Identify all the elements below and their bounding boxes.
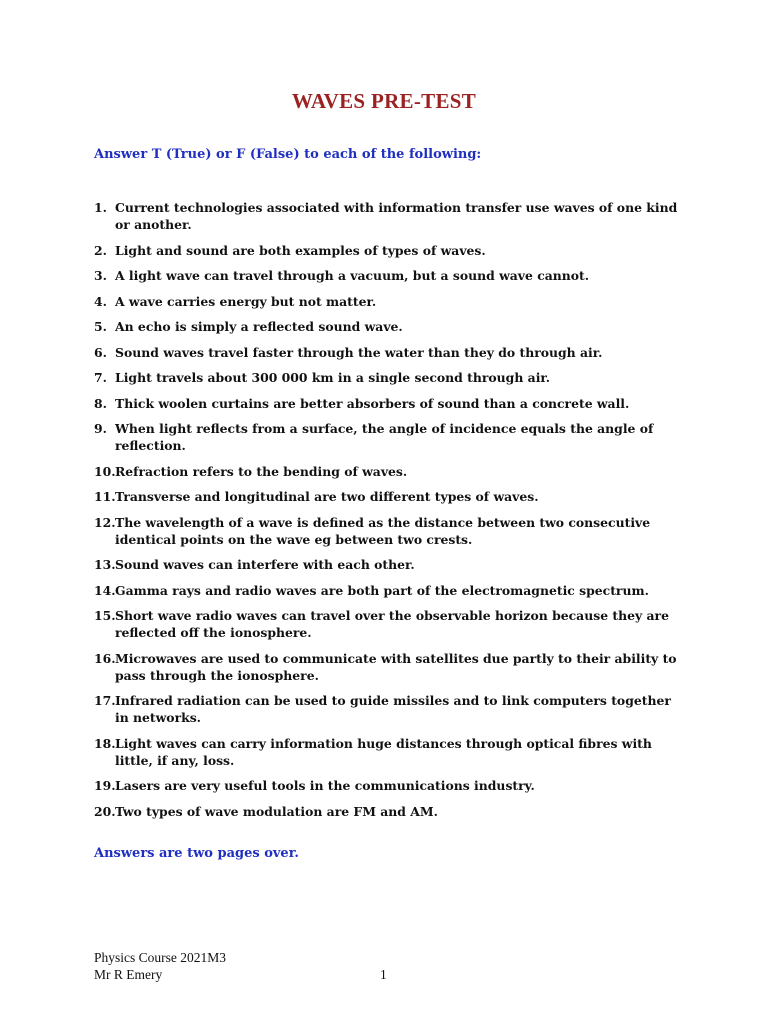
question-number: 13. <box>94 557 116 572</box>
question-text: The wavelength of a wave is defined as the distance between two consecutive identical points on the wave eg between two crests. <box>115 514 651 547</box>
footer <box>94 949 226 983</box>
question-item <box>94 199 684 233</box>
question-number: 5. <box>94 319 107 334</box>
question-item <box>94 318 684 335</box>
question-number: 11. <box>94 489 116 504</box>
question-item <box>94 369 684 386</box>
page-title: WAVES PRE-TEST <box>291 89 477 113</box>
page-number: 1 <box>380 967 387 982</box>
question-number: 1. <box>94 200 107 215</box>
question-text: Refraction refers to the bending of waves. <box>115 463 408 479</box>
question-item <box>94 607 684 641</box>
question-text: Sound waves travel faster through the water than they do through air. <box>115 344 603 360</box>
question-number: 20. <box>94 803 116 819</box>
question-number: 3. <box>94 268 107 283</box>
question-text: Microwaves are used to communicate with satellites due partly to their ability to pass through the ionosphere. <box>115 650 677 683</box>
question-text: Thick woolen curtains are better absorbers of sound than a concrete wall. <box>115 395 630 411</box>
question-text: Sound waves can interfere with each other. <box>115 557 415 572</box>
question-text: Light waves can carry information huge distances through optical fibres with little, if any, loss. <box>115 735 652 768</box>
question-item <box>94 242 684 259</box>
question-text: Two types of wave modulation are FM and AM. <box>115 803 438 819</box>
question-item <box>94 267 684 284</box>
question-item <box>94 692 684 726</box>
question-item <box>94 395 684 412</box>
question-text: When light reflects from a surface, the angle of incidence equals the angle of reflection. <box>115 421 654 453</box>
question-item <box>94 803 684 820</box>
question-number: 19. <box>94 778 116 793</box>
question-number: 8. <box>94 395 107 411</box>
instruction-text: Answer T (True) or F (False) to each of the following: <box>94 147 482 162</box>
question-item <box>94 514 684 548</box>
question-number: 7. <box>94 370 107 385</box>
question-item <box>94 556 684 573</box>
question-number: 9. <box>94 421 107 436</box>
question-item <box>94 463 684 480</box>
question-text: A light wave can travel through a vacuum, but a sound wave cannot. <box>115 268 590 283</box>
question-number: 10. <box>94 463 116 479</box>
question-item <box>94 293 684 310</box>
question-item <box>94 650 684 684</box>
question-number: 17. <box>94 693 116 708</box>
question-number: 4. <box>94 293 107 309</box>
question-text: Light and sound are both examples of types of waves. <box>115 242 486 258</box>
question-item <box>94 420 684 454</box>
question-number: 16. <box>94 650 116 666</box>
question-list <box>94 199 684 828</box>
question-item <box>94 344 684 361</box>
question-number: 15. <box>94 608 116 623</box>
question-item <box>94 735 684 769</box>
question-text: Transverse and longitudinal are two different types of waves. <box>115 489 539 504</box>
question-number: 12. <box>94 514 116 530</box>
question-number: 14. <box>94 582 116 598</box>
question-text: Light travels about 300 000 km in a single second through air. <box>115 370 551 385</box>
question-text: Current technologies associated with information transfer use waves of one kind or another. <box>115 200 678 232</box>
question-text: Infrared radiation can be used to guide missiles and to link computers together in networks. <box>115 693 671 725</box>
question-item <box>94 488 684 505</box>
footer-course: Physics Course 2021M3 <box>94 950 227 965</box>
question-text: A wave carries energy but not matter. <box>115 293 377 309</box>
question-text: Lasers are very useful tools in the communications industry. <box>115 778 535 793</box>
question-item <box>94 582 684 599</box>
question-number: 6. <box>94 344 107 360</box>
answers-note: Answers are two pages over. <box>94 846 299 861</box>
question-number: 2. <box>94 242 107 258</box>
question-text: Gamma rays and radio waves are both part of the electromagnetic spectrum. <box>115 582 649 598</box>
footer-author: Mr R Emery <box>94 967 163 982</box>
question-item <box>94 777 684 794</box>
question-text: Short wave radio waves can travel over the observable horizon because they are reflected off the ionosphere. <box>115 608 669 640</box>
question-text: An echo is simply a reflected sound wave. <box>115 319 403 334</box>
question-number: 18. <box>94 735 116 751</box>
